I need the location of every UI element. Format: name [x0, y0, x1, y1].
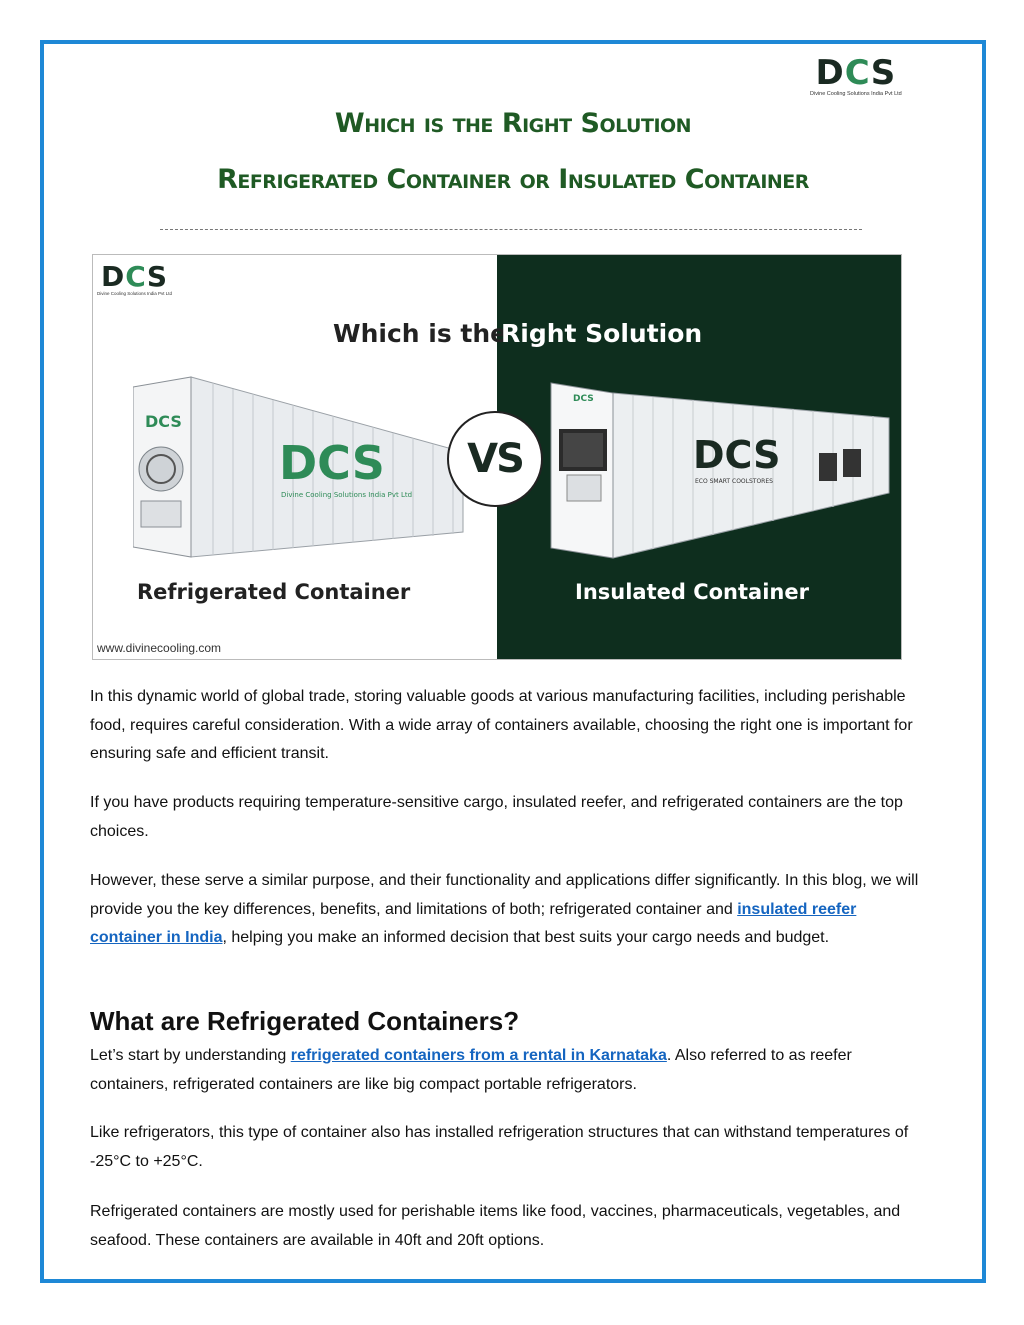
hero-logo-letter-c: C [125, 260, 147, 293]
logo-subtext: Divine Cooling Solutions India Pvt Ltd [810, 91, 902, 97]
company-logo [810, 53, 902, 97]
refrigerated-container-image [133, 347, 473, 577]
refrigerated-side-logo: DCS [145, 412, 182, 431]
paragraph-intro: In this dynamic world of global trade, storing valuable goods at various manufacturing facilities, including perishable food, requires careful consideration. With a wide array of containers available, choosing the right one is important for ensuring safe and efficient transit. [90, 688, 913, 762]
section-heading-refrigerated: What are Refrigerated Containers? [90, 1006, 520, 1036]
refrigerated-container-logo: DCS [279, 436, 385, 490]
hero-logo-letter-s: S [146, 260, 169, 293]
paragraph-understanding [90, 1042, 930, 1099]
paragraph-differences-text-1: However, these serve a similar purpose, and their functionality and applications differ significantly. In this blog, we will provide you the key differences, benefits, and limitations of both; refrigerated container and [90, 872, 919, 918]
caption-insulated: Insulated Container [575, 580, 809, 604]
paragraph-differences [90, 867, 930, 953]
hero-website-url: www.divinecooling.com [97, 641, 222, 655]
insulated-container-logo: DCS [693, 433, 781, 477]
paragraph-differences-text-2: , helping you make an informed decision that best suits your cargo needs and budget. [222, 929, 830, 946]
hero-image [92, 254, 902, 660]
insulated-reefer-link[interactable]: insulated reefer container in India [90, 900, 857, 946]
paragraph-understanding-text-2: . Also referred to as reefer containers, refrigerated containers are like big compact portable refrigerators. [90, 1047, 852, 1093]
logo-letter-c: C [844, 53, 871, 93]
page-title-line-2: Refrigerated Container or Insulated Container [217, 164, 809, 195]
paragraph-temperature-range: Like refrigerators, this type of container also has installed refrigeration structures that can withstand temperatures of -25°C to +25°C. [90, 1124, 909, 1170]
refrigerated-container-subtext: Divine Cooling Solutions India Pvt Ltd [281, 491, 413, 499]
insulated-container-image [533, 363, 893, 573]
insulated-container-subtext: ECO SMART COOLSTORES [695, 478, 773, 485]
hero-logo-letter-d: D [101, 260, 126, 293]
caption-refrigerated: Refrigerated Container [137, 580, 411, 604]
paragraph-uses: Refrigerated containers are mostly used for perishable items like food, vaccines, pharmaceuticals, vegetables, and seafood. These containers are available in 40ft and 20ft options. [90, 1203, 901, 1249]
hero-heading-left: Which is the [333, 319, 508, 348]
logo-letter-s: S [870, 53, 897, 93]
paragraph-temperature: If you have products requiring temperature-sensitive cargo, insulated reefer, and refrigerated containers are the top choices. [90, 794, 903, 840]
paragraph-understanding-text-1: Let’s start by understanding [90, 1047, 291, 1064]
hero-heading-right: Right Solution [501, 319, 703, 348]
logo-letter-d: D [815, 53, 845, 93]
page-title-line-1: Which is the Right Solution [334, 108, 692, 139]
dashed-divider [160, 229, 862, 230]
refrigerated-rental-link[interactable]: refrigerated containers from a rental in Karnataka [290, 1047, 667, 1064]
hero-logo [97, 260, 173, 296]
insulated-side-logo: DCS [573, 394, 594, 404]
hero-logo-subtext: Divine Cooling Solutions India Pvt Ltd [97, 291, 173, 296]
vs-badge: VS [447, 411, 543, 507]
logo-mark [815, 53, 897, 93]
